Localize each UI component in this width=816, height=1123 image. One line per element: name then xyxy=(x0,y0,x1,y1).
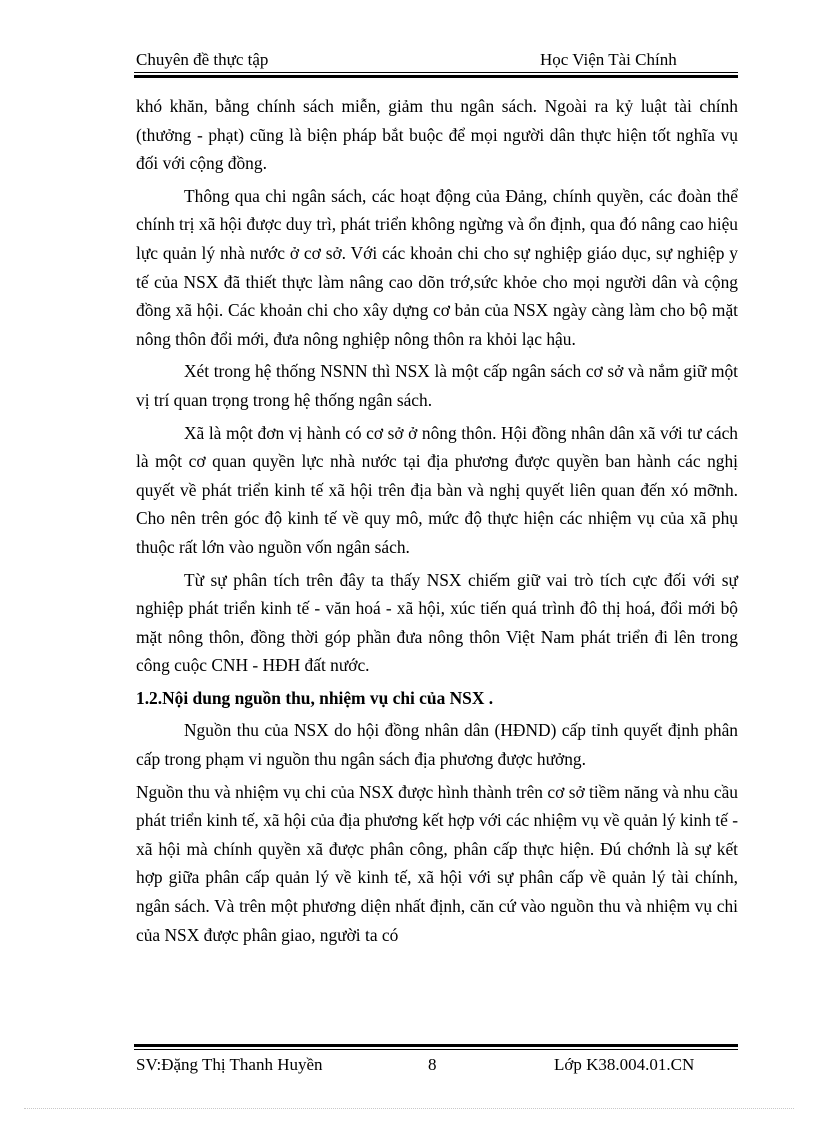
page-edge-dotted-line xyxy=(24,1108,794,1109)
header-left: Chuyên đề thực tập xyxy=(136,50,269,69)
paragraph: Từ sự phân tích trên đây ta thấy NSX chiếm giữ vai trò tích cực đối với sự nghiệp phát triển kinh tế - văn hoá - xã hội, xúc tiến quá trình đô thị hoá, đổi mới bộ mặt nông thôn, đồng thời góp phần đưa nông thôn Việt Nam phát triển đi lên trong công cuộc CNH - HĐH đất nước. xyxy=(136,569,738,676)
section-heading: 1.2.Nội dung nguồn thu, nhiệm vụ chi của NSX . xyxy=(136,687,494,708)
paragraph: khó khăn, bằng chính sách miễn, giảm thu ngân sách. Ngoài ra kỷ luật tài chính (thưởng - phạt) cũng là biện pháp bắt buộc để mọi người dân thực hiện tốt nghĩa vụ đối với cộng đồng. xyxy=(136,96,738,174)
page-footer xyxy=(136,1055,738,1077)
paragraph: Xã là một đơn vị hành có cơ sở ở nông thôn. Hội đồng nhân dân xã với tư cách là một cơ quan quyền lực nhà nước tại địa phương được quyền ban hành các nghị quyết về phát triển kinh tế xã hội trên địa bàn và nghị quyết liên quan đến xó mỡnh. Cho nên trên góc độ kinh tế về quy mô, mức độ thực hiện các nhiệm vụ của xã phụ thuộc rất lớn vào nguồn vốn ngân sách. xyxy=(136,422,738,557)
footer-rule-thin xyxy=(134,1049,738,1050)
page-header xyxy=(136,50,738,72)
header-rule-thin xyxy=(134,72,738,73)
header-rule-thick xyxy=(134,75,738,78)
paragraph: Xét trong hệ thống NSNN thì NSX là một cấp ngân sách cơ sở và nắm giữ một vị trí quan trọng trong hệ thống ngân sách. xyxy=(136,361,738,410)
paragraph: Nguồn thu và nhiệm vụ chi của NSX được hình thành trên cơ sở tiềm năng và nhu cầu phát triển kinh tế, xã hội của địa phương kết hợp với các nhiệm vụ về quản lý kinh tế - xã hội mà chính quyền xã được phân công, phân cấp thực hiện. Đú chớnh là sự kết hợp giữa phân cấp quản lý về kinh tế, xã hội với sự phân cấp về quản lý tài chính, ngân sách. Và trên một phương diện nhất định, căn cứ vào nguồn thu và nhiệm vụ chi của NSX được phân giao, người ta có xyxy=(136,781,738,945)
paragraph: Nguồn thu của NSX do hội đồng nhân dân (HĐND) cấp tỉnh quyết định phân cấp trong phạm vi nguồn thu ngân sách địa phương được hưởng. xyxy=(136,720,738,770)
paragraph: Thông qua chi ngân sách, các hoạt động của Đảng, chính quyền, các đoàn thể chính trị xã hội được duy trì, phát triển không ngừng và ổn định, qua đó nâng cao hiệu lực quản lý nhà nước ở cơ sở. Với các khoản chi cho sự nghiệp giáo dục, sự nghiệp y tế của NSX đã thiết thực làm nâng cao dõn trớ,sức khỏe cho mọi người dân và cộng đồng xã hội. Các khoản chi cho xây dựng cơ bản của NSX ngày càng làm cho bộ mặt nông thôn đổi mới, đưa nông nghiệp nông thôn ra khỏi lạc hậu. xyxy=(136,185,738,349)
footer-rule-thick xyxy=(134,1044,738,1047)
footer-class: Lớp K38.004.01.CN xyxy=(554,1055,695,1074)
document-body xyxy=(136,92,738,953)
header-right: Học Viện Tài Chính xyxy=(540,50,677,69)
footer-student: SV:Đặng Thị Thanh Huyền xyxy=(136,1055,323,1074)
page-number: 8 xyxy=(428,1055,437,1074)
